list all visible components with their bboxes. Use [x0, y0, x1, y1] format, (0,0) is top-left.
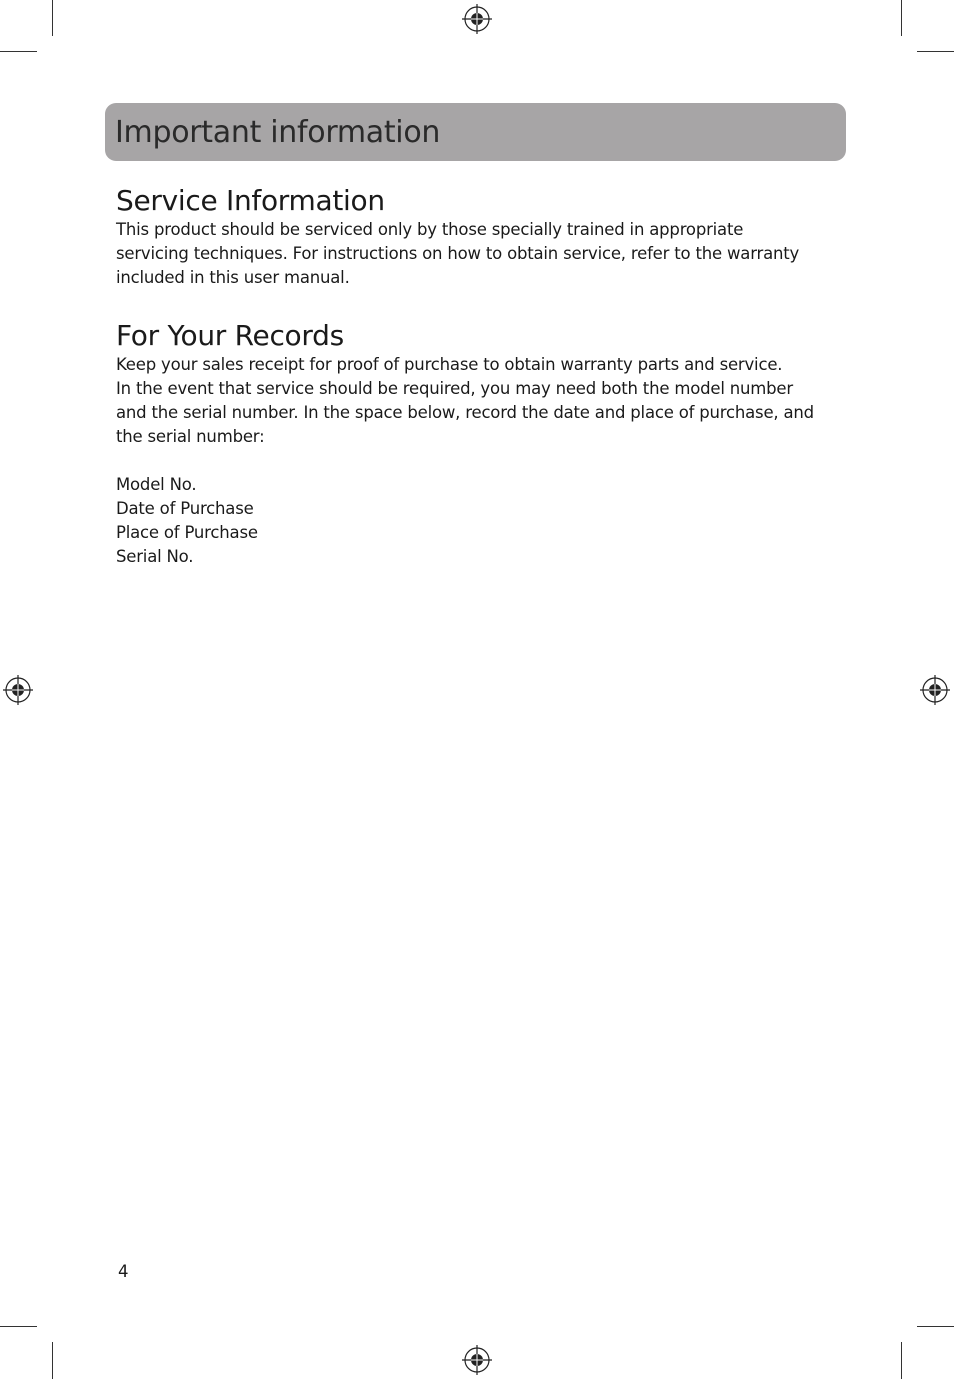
- records-text-line: Keep your sales receipt for proof of purchase to obtain warranty parts and service.: [116, 355, 783, 374]
- registration-crosshair-icon: [462, 1345, 492, 1375]
- registration-crosshair-icon: [920, 675, 950, 705]
- crop-mark: [0, 1326, 37, 1327]
- record-field-model-no: Model No.: [116, 475, 197, 494]
- registration-crosshair-icon: [3, 675, 33, 705]
- records-text-line: the serial number:: [116, 427, 265, 446]
- service-text-line: This product should be serviced only by those specially trained in appropriate: [116, 220, 744, 239]
- registration-crosshair-icon: [462, 4, 492, 34]
- records-text-line: and the serial number. In the space below, record the date and place of purchase, and: [116, 403, 814, 422]
- crop-mark: [901, 1342, 902, 1379]
- page-number: 4: [118, 1262, 129, 1281]
- crop-mark: [52, 1342, 53, 1379]
- for-your-records-heading: For Your Records: [116, 319, 344, 352]
- crop-mark: [917, 51, 954, 52]
- blank-line: [116, 449, 856, 473]
- section-header-bar: [105, 103, 846, 161]
- record-field-place-of-purchase: Place of Purchase: [116, 523, 258, 542]
- records-text-line: In the event that service should be required, you may need both the model number: [116, 379, 793, 398]
- crop-mark: [52, 0, 53, 36]
- service-information-section: [116, 184, 856, 290]
- crop-mark: [917, 1326, 954, 1327]
- service-text-line: included in this user manual.: [116, 268, 350, 287]
- crop-mark: [901, 0, 902, 36]
- crop-mark: [0, 51, 37, 52]
- record-field-date-of-purchase: Date of Purchase: [116, 499, 254, 518]
- record-field-serial-no: Serial No.: [116, 547, 194, 566]
- service-information-heading: Service Information: [116, 184, 385, 217]
- page-title: Important information: [115, 114, 441, 150]
- service-text-line: servicing techniques. For instructions on how to obtain service, refer to the warranty: [116, 244, 800, 263]
- for-your-records-section: [116, 319, 856, 569]
